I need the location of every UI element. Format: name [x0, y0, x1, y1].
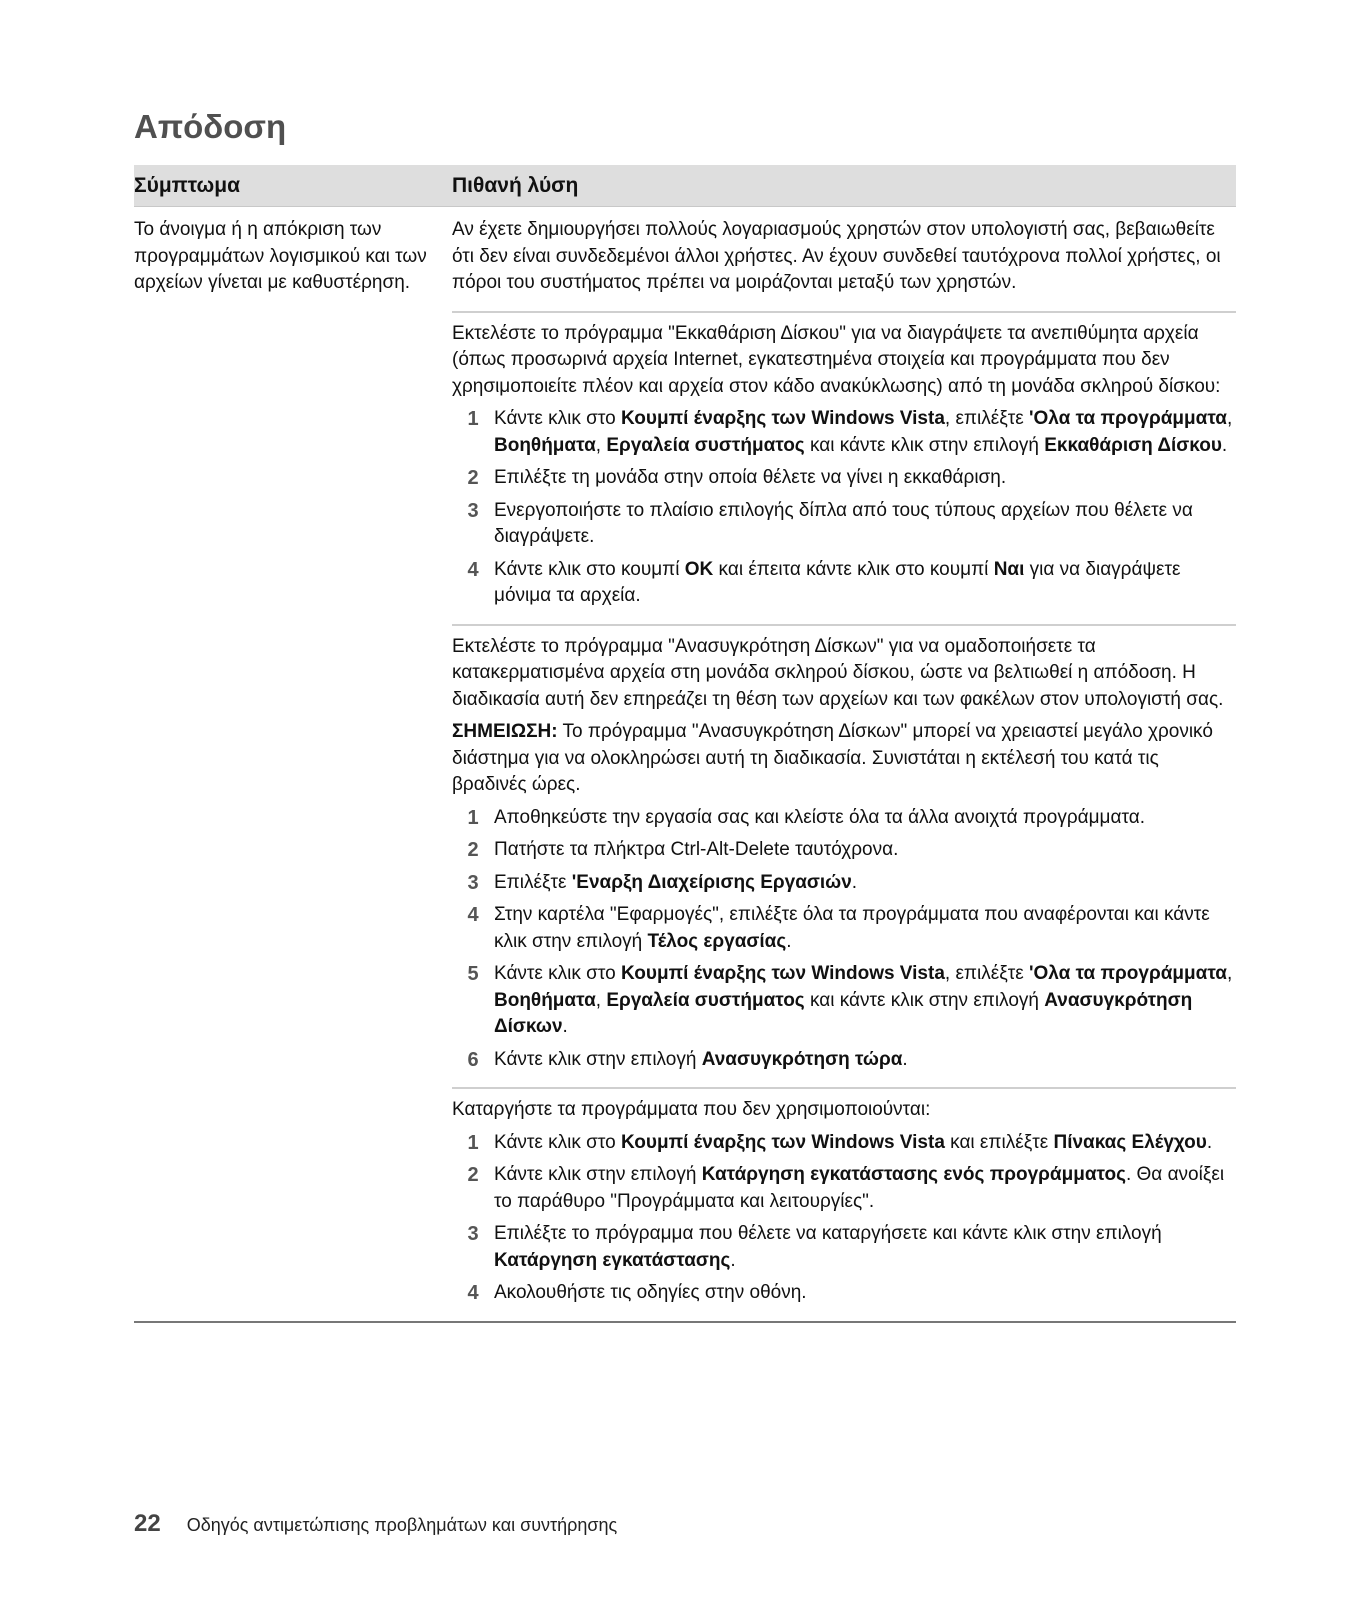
list-item	[452, 961, 1236, 1041]
step-text: Κάντε κλικ στην επιλογή Ανασυγκρότηση τώρα.	[494, 1048, 908, 1070]
step-number: 5	[467, 963, 479, 985]
step-number: 4	[467, 904, 479, 926]
note: ΣΗΜΕΙΩΣΗ: Το πρόγραμμα "Ανασυγκρότηση Δίσκων" μπορεί να χρειαστεί μεγάλο χρονικό διάστημα για να ολοκληρώσει αυτή τη διαδικασία. Συνιστάται η εκτέλεσή του κατά τις βραδινές ώρες.	[452, 721, 1213, 795]
step-text: Κάντε κλικ στην επιλογή Κατάργηση εγκατάστασης ενός προγράμματος. Θα ανοίξει το παράθυρο "Προγράμματα και λειτουργίες".	[494, 1164, 1225, 1212]
step-number: 3	[467, 499, 479, 522]
page-number: 22	[134, 1510, 161, 1537]
list-item	[452, 1280, 1236, 1307]
header-solution: Πιθανή λύση	[452, 173, 579, 197]
list-item	[452, 870, 1236, 897]
list-item	[452, 1221, 1236, 1274]
block-text: Αν έχετε δημιουργήσει πολλούς λογαριασμούς χρηστών στον υπολογιστή σας, βεβαιωθείτε ότι δεν είναι συνδεδεμένοι άλλοι χρήστες. Αν έχουν συνδεθεί ταυτόχρονα πολλοί χρήστες, οι πόροι του συστήματος πρέπει να μοιράζονται μεταξύ των χρηστών.	[452, 219, 1221, 293]
step-number: 3	[467, 871, 479, 894]
list-item	[452, 465, 1236, 492]
step-text: Κάντε κλικ στο Κουμπί έναρξης των Windows Vista, επιλέξτε 'Ολα τα προγράμματα, Βοηθήματα, Εργαλεία συστήματος και κάντε κλικ στην επιλογή Ανασυγκρότηση Δίσκων.	[494, 963, 1233, 1037]
step-number: 1	[467, 408, 479, 430]
list-item	[452, 837, 1236, 864]
note-label: ΣΗΜΕΙΩΣΗ:	[452, 721, 558, 742]
table-row	[134, 207, 1236, 1323]
step-number: 2	[467, 839, 479, 861]
page-footer	[134, 1510, 617, 1538]
step-text: Στην καρτέλα "Εφαρμογές", επιλέξτε όλα τα προγράμματα που αναφέρονται και κάντε κλικ στην επιλογή Τέλος εργασίας.	[494, 904, 1210, 952]
step-number: 2	[467, 1164, 479, 1186]
list-item	[452, 1130, 1236, 1157]
step-number: 2	[467, 467, 479, 489]
step-text: Αποθηκεύστε την εργασία σας και κλείστε όλα τα άλλα ανοιχτά προγράμματα.	[494, 806, 1145, 828]
solution-cell	[452, 215, 1236, 1321]
list-item	[452, 805, 1236, 832]
header-symptom: Σύμπτωμα	[134, 173, 241, 197]
step-text: Κάντε κλικ στο Κουμπί έναρξης των Windows Vista και επιλέξτε Πίνακας Ελέγχου.	[494, 1131, 1213, 1153]
step-text: Κάντε κλικ στο Κουμπί έναρξης των Windows Vista, επιλέξτε 'Ολα τα προγράμματα, Βοηθήματα, Εργαλεία συστήματος και κάντε κλικ στην επιλογή Εκκαθάριση Δίσκου.	[494, 408, 1233, 456]
list-item	[452, 1047, 1236, 1074]
block-intro: Καταργήστε τα προγράμματα που δεν χρησιμοποιούνται:	[452, 1099, 931, 1120]
step-text: Επιλέξτε 'Εναρξη Διαχείρισης Εργασιών.	[494, 871, 858, 893]
list-item	[452, 406, 1236, 459]
footer-text: Οδηγός αντιμετώπισης προβλημάτων και συντήρησης	[186, 1515, 618, 1535]
solution-block-users	[452, 215, 1236, 311]
page-title: Απόδοση	[134, 108, 287, 145]
table-header	[134, 165, 1236, 207]
step-text: Κάντε κλικ στο κουμπί OK και έπειτα κάντε κλικ στο κουμπί Ναι για να διαγράψετε μόνιμα τα αρχεία.	[494, 558, 1181, 606]
step-text: Ενεργοποιήστε το πλαίσιο επιλογής δίπλα από τους τύπους αρχείων που θέλετε να διαγράψετε.	[494, 499, 1193, 547]
solution-block-disk-cleanup	[452, 311, 1236, 624]
solution-block-uninstall	[452, 1087, 1236, 1321]
list-item	[452, 902, 1236, 955]
step-number: 4	[467, 1282, 479, 1304]
step-text: Επιλέξτε το πρόγραμμα που θέλετε να καταργήσετε και κάντε κλικ στην επιλογή Κατάργηση εγκατάστασης.	[494, 1223, 1162, 1271]
block-intro: Εκτελέστε το πρόγραμμα "Ανασυγκρότηση Δίσκων" για να ομαδοποιήσετε τα κατακερματισμένα αρχεία στη μονάδα σκληρού δίσκου, ώστε να βελτιωθεί η απόδοση. Η διαδικασία αυτή δεν επηρεάζει τη θέση των αρχείων και των φακέλων στον υπολογιστή σας.	[452, 635, 1224, 710]
list-item	[452, 557, 1236, 610]
step-number: 4	[467, 558, 479, 581]
step-number: 1	[467, 806, 479, 829]
step-text: Επιλέξτε τη μονάδα στην οποία θέλετε να γίνει η εκκαθάριση.	[494, 467, 1007, 488]
step-text: Ακολουθήστε τις οδηγίες στην οθόνη.	[494, 1282, 807, 1303]
symptom-cell: Το άνοιγμα ή η απόκριση των προγραμμάτων λογισμικού και των αρχείων γίνεται με καθυστέρηση.	[134, 219, 427, 293]
step-number: 3	[467, 1223, 479, 1245]
block-intro: Εκτελέστε το πρόγραμμα "Εκκαθάριση Δίσκου" για να διαγράψετε τα ανεπιθύμητα αρχεία (όπως προσωρινά αρχεία Internet, εγκατεστημένα στοιχεία και προγράμματα που δεν χρησιμοποιείτε πλέον και αρχεία στον κάδο ανακύκλωσης) από τη μονάδα σκληρού δίσκου:	[452, 322, 1221, 397]
solution-block-defrag	[452, 624, 1236, 1088]
step-text: Πατήστε τα πλήκτρα Ctrl-Alt-Delete ταυτόχρονα.	[494, 839, 899, 860]
step-number: 1	[467, 1131, 479, 1154]
list-item	[452, 1162, 1236, 1215]
list-item	[452, 498, 1236, 551]
performance-table	[134, 165, 1236, 1323]
step-number: 6	[467, 1048, 479, 1071]
